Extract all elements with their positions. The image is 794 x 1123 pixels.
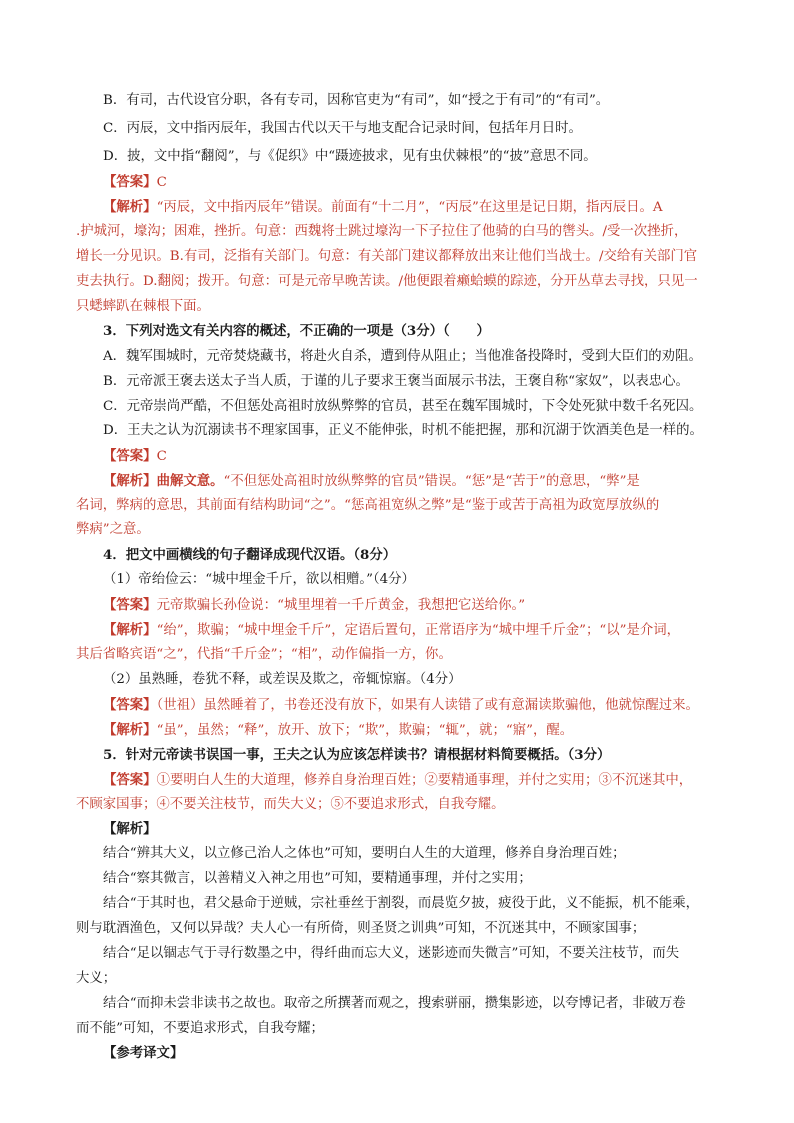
answer-value: C <box>156 449 167 464</box>
option-d: D．披，文中指“翻阅”，与《促织》中“蹑迹披求，见有虫伏棘根”的“披”意思不同。 <box>103 149 597 164</box>
q3-option-c: C．元帝崇尚严酷，不但惩处高祖时放纵弊弊的官员，甚至在魏军围城时，下令处死狱中数千名死囚。 <box>103 399 703 414</box>
analysis-text: “丙辰，文中指丙辰年”错误。前面有“十二月”，“丙辰”在这里是记日期，指丙辰日。A <box>156 200 663 215</box>
q3-stem: 3．下列对选文有关内容的概述，不正确的一项是（3分）（ ） <box>103 323 490 339</box>
option-b: B．有司，古代设官分职，各有专司，因称官吏为“有司”，如“授之于有司”的“有司”。 <box>103 93 610 108</box>
q4-stem: 4．把文中画横线的句子翻译成现代汉语。（8分） <box>103 547 397 563</box>
analysis-lead: 曲解文意。 <box>156 473 224 489</box>
answer-value: ①要明白人生的大道理，修养自身治理百姓；②要精通事理，并付之实用；③不沉迷其中， <box>156 773 693 788</box>
q4-s2-analysis <box>103 719 573 742</box>
q2-analysis-line <box>103 196 663 219</box>
q3-analysis-line: 弊病”之意。 <box>76 522 150 537</box>
q5-analysis-line: 则与耽酒渔色，又何以异哉？夫人心一有所倚，则圣贤之训典”可知，不沉迷其中，不顾家国事； <box>76 921 646 936</box>
q3-analysis-line <box>103 470 640 493</box>
answer-label: 【答案】 <box>103 772 157 788</box>
analysis-label: 【解析】 <box>103 622 157 638</box>
q3-option-b: B．元帝派王褒去送太子当人质，于谨的儿子要求王褒当面展示书法，王褒自称“家奴”，以表忠心。 <box>103 374 689 389</box>
q5-analysis-line: 结合“而抑未尝非读书之故也。取帝之所撰著而观之，搜索骈丽，攒集影迹，以夸博记者，非破万卷 <box>103 996 686 1011</box>
analysis-text: “绐”，欺骗；“城中埋金千斤”，定语后置句，正常语序为“城中埋千斤金”；“以”是介词， <box>156 623 680 638</box>
answer-label: 【答案】 <box>103 597 157 613</box>
q2-analysis-line: 吏去执行。D.翻阅；拨开。句意：可是元帝早晚苦读。/他便跟着癞蛤蟆的踪迹，分开丛草去寻找，只见一 <box>76 274 698 289</box>
answer-value: 元帝欺骗长孙俭说：“城里埋着一千斤黄金，我想把它送给你。” <box>156 598 526 613</box>
q3-analysis-line: 名词，弊病的意思，其前面有结构助词“之”。“惩高祖宽纵之弊”是“鉴于或苦于高祖为政宽厚放纵的 <box>76 498 660 513</box>
q5-analysis-label: 【解析】 <box>103 821 157 837</box>
q5-analysis-line: 大义； <box>76 971 117 986</box>
q4-s2-answer <box>103 694 699 717</box>
q3-option-a: A．魏军围城时，元帝焚烧藏书，将赴火自杀，遭到侍从阻止；当他准备投降时，受到大臣们的劝阻。 <box>103 349 702 364</box>
q4-s1-analysis-line: 其后省略宾语“之”，代指“千斤金”；“相”，动作偏指一方，你。 <box>76 647 452 662</box>
q5-analysis-line: 结合“辨其大义，以立修己治人之体也”可知，要明白人生的大道理，修养自身治理百姓； <box>103 846 626 861</box>
q5-answer-line: 不顾家国事；④不要关注枝节，而失大义；⑤不要追求形式，自我夸耀。 <box>76 797 505 812</box>
q3-answer <box>103 445 167 468</box>
q5-analysis-line: 结合“足以锢志气于寻行数墨之中，得纤曲而忘大义，迷影迹而失微言”可知，不要关注枝节，而失 <box>103 946 680 961</box>
q2-analysis-line: .护城河，壕沟；困难，挫折。句意：西魏将士跳过壕沟一下子拉住了他骑的白马的辔头。/受一次挫折， <box>76 224 688 239</box>
analysis-label: 【解析】 <box>103 722 157 738</box>
analysis-label: 【解析】 <box>103 473 157 489</box>
analysis-label: 【解析】 <box>103 199 157 215</box>
q2-analysis-line: 只蟋蟀趴在棘根下面。 <box>76 299 210 314</box>
q5-analysis-line: 而不能”可知，不要追求形式，自我夸耀； <box>76 1021 324 1036</box>
q2-answer <box>103 171 167 194</box>
q4-s1-analysis-line <box>103 619 680 642</box>
q5-stem: 5．针对元帝读书误国一事，王夫之认为应该怎样读书？请根据材料简要概括。（3分） <box>103 747 611 763</box>
q4-sentence-1: （1）帝绐俭云：“城中埋金千斤，欲以相赠。”（4分） <box>103 572 415 587</box>
q4-s1-answer <box>103 594 525 617</box>
reference-translation-heading: 【参考译文】 <box>103 1045 184 1061</box>
answer-label: 【答案】 <box>103 174 157 190</box>
answer-value: C <box>156 175 167 190</box>
analysis-text: “不但惩处高祖时放纵弊弊的官员”错误。“惩”是“苦于”的意思，“弊”是 <box>223 474 640 489</box>
option-c: C．丙辰，文中指丙辰年，我国古代以天干与地支配合记录时间，包括年月日时。 <box>103 121 582 136</box>
q3-option-d: D．王夫之认为沉溺读书不理家国事，正义不能伸张，时机不能把握，那和沉湖于饮酒美色是一样的。 <box>103 423 703 438</box>
q5-analysis-line: 结合“于其时也，君父悬命于逆贼，宗社垂丝于割裂，而晨览夕披，疲役于此，义不能振，机不能乘， <box>103 896 700 911</box>
q4-sentence-2: （2）虽熟睡，卷犹不释，或差误及欺之，帝辄惊寤。（4分） <box>103 672 462 687</box>
answer-label: 【答案】 <box>103 697 157 713</box>
q5-answer-line <box>103 769 692 792</box>
answer-value: （世祖）虽然睡着了，书卷还没有放下，如果有人读错了或有意漏读欺骗他，他就惊醒过来。 <box>156 698 699 713</box>
analysis-text: “虽”，虽然；“释”，放开、放下；“欺”，欺骗；“辄”，就；“寤”，醒。 <box>156 723 574 738</box>
answer-label: 【答案】 <box>103 448 157 464</box>
q2-analysis-line: 增长一分见识。B.有司，泛指有关部门。句意：有关部门建议都释放出来让他们当战士。/交给有关部门官 <box>76 249 698 264</box>
q5-analysis-line: 结合“察其微言，以善精义入神之用也”可知，要精通事理，并付之实用； <box>103 871 532 886</box>
